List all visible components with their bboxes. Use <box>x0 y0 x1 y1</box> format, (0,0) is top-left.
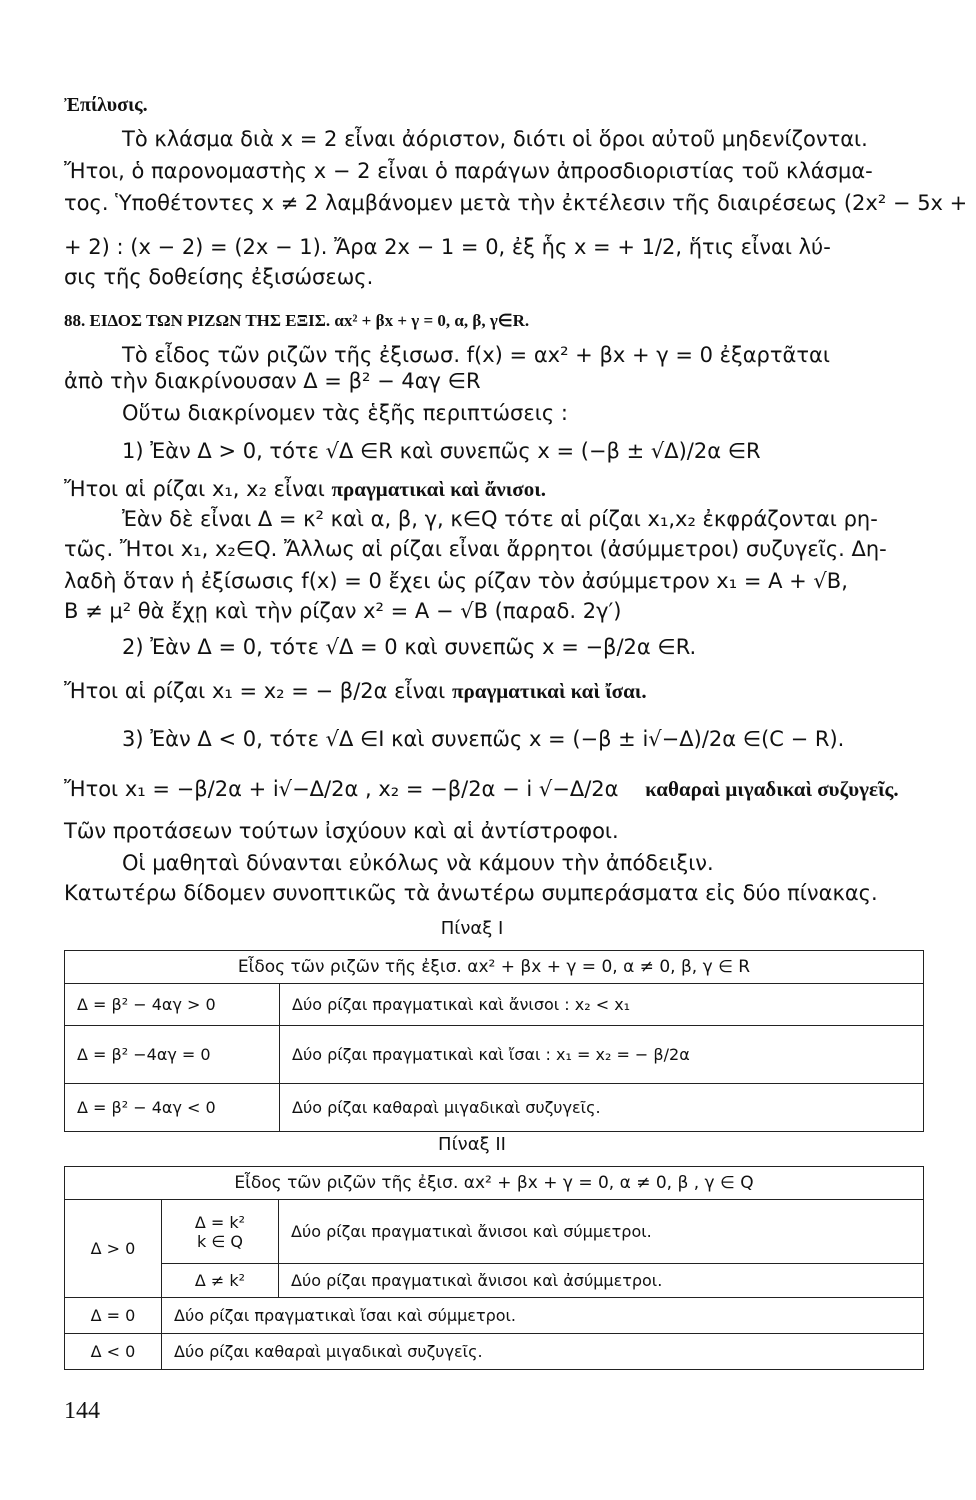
body-line: ἀπὸ τὴν διακρίνουσαν Δ = β² − 4αγ ∈R <box>64 369 481 393</box>
case-2-roots-kind: πραγματικαὶ καὶ ἴσαι. <box>451 679 647 703</box>
body-line: B ≠ μ² θὰ ἔχῃ καὶ τὴν ρίζαν x² = A − √B (παραδ. 2γ′) <box>64 599 622 623</box>
table-2-case-positive: Δ > 0 <box>65 1200 162 1298</box>
body-line: τῶς. Ἤτοι x₁, x₂∈Q. Ἄλλως αἱ ρίζαι εἶναι ἄρρητοι (ἀσύμμετροι) συζυγεῖς. Δη- <box>64 537 887 561</box>
body-line: Οὕτω διακρίνομεν τὰς ἑξῆς περιπτώσεις : <box>122 401 568 425</box>
table-2-sub-square <box>162 1200 279 1264</box>
solution-line: + 2) : (x − 2) = (2x − 1). Ἄρα 2x − 1 = 0, ἐξ ἧς x = + 1/2, ἥτις εἶναι λύ- <box>64 235 831 259</box>
case-3-roots-kind: καθαραὶ μιγαδικαὶ συζυγεῖς. <box>645 777 899 801</box>
table-1 <box>64 950 924 1132</box>
solution-line: σις τῆς δοθείσης ἐξισώσεως. <box>64 265 374 289</box>
solution-line: Τὸ κλάσμα διὰ x = 2 εἶναι ἀόριστον, διότι οἱ ὅροι αὐτοῦ μηδενίζονται. <box>122 127 868 151</box>
body-line: Τῶν προτάσεων τούτων ἰσχύουν καὶ αἱ ἀντίστροφοι. <box>64 819 619 843</box>
table-1-condition: Δ = β² − 4αγ > 0 <box>65 984 280 1026</box>
table-2-caption: Πίναξ II <box>438 1134 506 1155</box>
case-2-roots-text: Ἤτοι αἱ ρίζαι x₁ = x₂ = − β/2α εἶναι <box>64 679 446 703</box>
table-2-case-negative: Δ < 0 <box>65 1334 162 1370</box>
table-2-result: Δύο ρίζαι πραγματικαὶ ἄνισοι καὶ ἀσύμμετροι. <box>279 1264 924 1298</box>
body-line: Τὸ εἶδος τῶν ριζῶν τῆς ἐξισωσ. f(x) = αx² + βx + γ = 0 ἐξαρτᾶται <box>122 343 830 367</box>
table-1-condition: Δ = β² −4αγ = 0 <box>65 1026 280 1084</box>
case-1-roots-text: Ἤτοι αἱ ρίζαι x₁, x₂ εἶναι <box>64 477 325 501</box>
section-title: 88. ΕΙΔΟΣ ΤΩΝ ΡΙΖΩΝ ΤΗΣ ΕΞΙΣ. αx² + βx + γ = 0, α, β, γ∈R. <box>64 311 530 330</box>
case-2-roots-line <box>64 676 924 706</box>
table-1-result: Δύο ρίζαι πραγματικαὶ καὶ ἴσαι : x₁ = x₂ = − β/2α <box>280 1026 924 1084</box>
case-3-line: 3) Ἐὰν Δ < 0, τότε √Δ ∈I καὶ συνεπῶς x = (−β ± i√−Δ)/2α ∈(C − R). <box>122 727 845 751</box>
solution-heading: Ἐπίλυσις. <box>64 94 148 116</box>
page-number: 144 <box>64 1398 100 1424</box>
body-line: Ἐὰν δὲ εἶναι Δ = κ² καὶ α, β, γ, κ∈Q τότε αἱ ρίζαι x₁,x₂ ἐκφράζονται ρη- <box>122 507 878 531</box>
case-3-roots-line <box>64 774 924 804</box>
body-line: λαδὴ ὅταν ἡ ἐξίσωσις f(x) = 0 ἔχει ὡς ρίζαν τὸν ἀσύμμετρον x₁ = A + √B, <box>64 569 848 593</box>
case-1-roots-line <box>64 474 924 504</box>
table-1-result: Δύο ρίζαι καθαραὶ μιγαδικαὶ συζυγεῖς. <box>280 1084 924 1132</box>
table-1-caption: Πίναξ I <box>440 918 504 939</box>
body-line: Κατωτέρω δίδομεν συνοπτικῶς τὰ ἀνωτέρω συμπεράσματα εἰς δύο πίνακας. <box>64 881 878 905</box>
case-3-roots-text: Ἤτοι x₁ = −β/2α + i√−Δ/2α , x₂ = −β/2α − i √−Δ/2α <box>64 777 619 801</box>
table-1-result: Δύο ρίζαι πραγματικαὶ καὶ ἄνισοι : x₂ < x₁ <box>280 984 924 1026</box>
table-2-header: Εἶδος τῶν ριζῶν τῆς ἐξισ. αx² + βx + γ = 0, α ≠ 0, β , γ ∈ Q <box>65 1167 924 1200</box>
table-2-sub-square-line1: Δ = k² <box>194 1212 246 1232</box>
body-line: Οἱ μαθηταὶ δύνανται εὐκόλως νὰ κάμουν τὴν ἀπόδειξιν. <box>122 851 714 875</box>
solution-line: Ἤτοι, ὁ παρονομαστὴς x − 2 εἶναι ὁ παράγων ἀπροσδιοριστίας τοῦ κλάσμα- <box>64 159 873 183</box>
table-1-condition: Δ = β² − 4αγ < 0 <box>65 1084 280 1132</box>
table-2 <box>64 1166 924 1370</box>
table-2-result: Δύο ρίζαι καθαραὶ μιγαδικαὶ συζυγεῖς. <box>162 1334 924 1370</box>
table-2-sub-square-line2: k ∈ Q <box>197 1231 243 1251</box>
table-2-result: Δύο ρίζαι πραγματικαὶ ἄνισοι καὶ σύμμετροι. <box>279 1200 924 1264</box>
solution-line: τος. Ὑποθέτοντες x ≠ 2 λαμβάνομεν μετὰ τὴν ἐκτέλεσιν τῆς διαιρέσεως (2x² − 5x + <box>64 191 968 215</box>
table-1-header: Εἶδος τῶν ριζῶν τῆς ἐξισ. αx² + βx + γ = 0, α ≠ 0, β, γ ∈ R <box>65 951 924 984</box>
table-2-result: Δύο ρίζαι πραγματικαὶ ἴσαι καὶ σύμμετροι. <box>162 1298 924 1334</box>
table-2-case-zero: Δ = 0 <box>65 1298 162 1334</box>
case-2-line: 2) Ἐὰν Δ = 0, τότε √Δ = 0 καὶ συνεπῶς x = −β/2α ∈R. <box>122 635 697 659</box>
table-2-sub-nonsquare: Δ ≠ k² <box>162 1264 279 1298</box>
case-1-roots-kind: πραγματικαὶ καὶ ἄνισοι. <box>331 477 546 501</box>
case-1-line: 1) Ἐὰν Δ > 0, τότε √Δ ∈R καὶ συνεπῶς x = (−β ± √Δ)/2α ∈R <box>122 439 761 463</box>
